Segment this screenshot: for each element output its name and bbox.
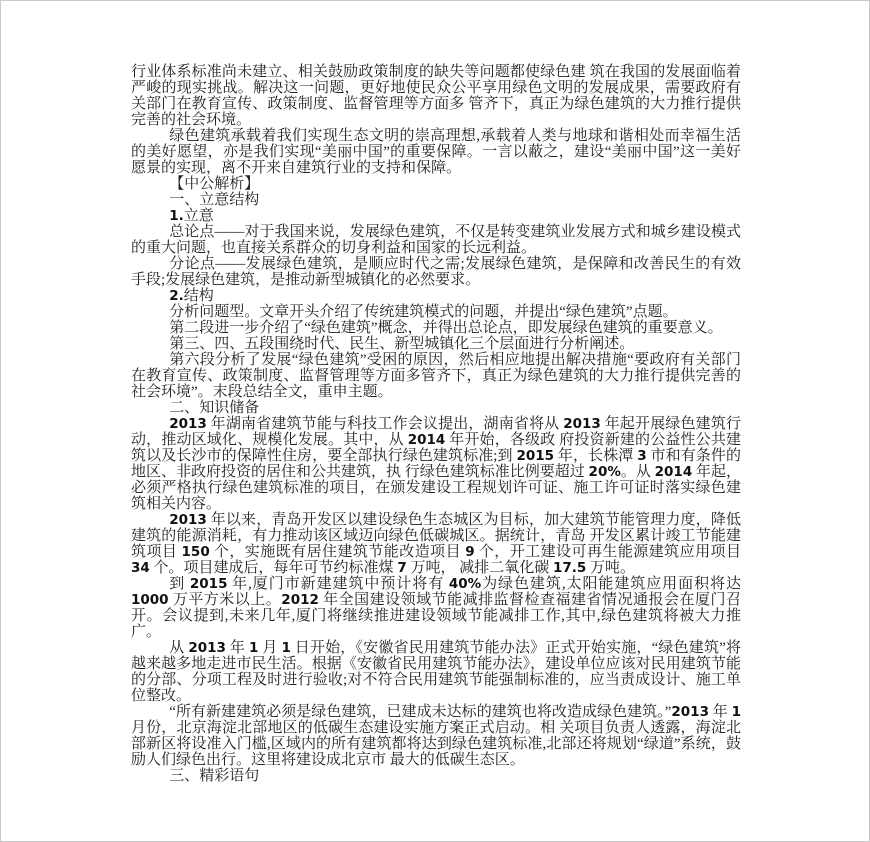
numeric-text: 2013	[188, 640, 226, 656]
numeric-text: 34	[131, 560, 150, 576]
numeric-text: 2014	[407, 432, 446, 448]
numeric-text: 2015	[516, 448, 555, 464]
paragraph-beautiful-china: 绿色建筑承载着我们实现生态文明的崇高理想,承载着人类与地球和谐相处而幸福生活的美好愿望，亦是我们实现“美丽中国”的重要保障。一言以蔽之，建设“美丽中国”这一美好愿景的实现，离不开来自建筑行业的支持和保障。	[131, 128, 741, 176]
paragraph-anhui: 从 2013 年 1 月 1 日开始，《安徽省民用建筑节能办法》正式开始实施，“绿色建筑”将越来越多地走进市民生活。根据《安徽省民用建筑节能办法》，建设单位应该对民用建筑节能的分部、分项工程及时进行验收;对不符合民用建筑节能强制标准的，应当责成设计、施工单位整改。	[131, 640, 741, 704]
numeric-text: 1	[248, 640, 259, 656]
numeric-text: 1	[731, 704, 741, 720]
heading-zhonggong-analysis: 【中公解析】	[169, 176, 260, 192]
paragraph-beijing: “所有新建建筑必须是绿色建筑，已建成未达标的建筑也将改造成绿色建筑。”2013 年 1 月份，北京海淀北部地区的低碳生态建设实施方案正式启动。相 关项目负责人透露，海淀北部新区将设准入门槛,区域内的所有建筑都将达到绿色建筑标准,北部还将规划“绿道”系统，鼓励人们绿色出行。这里将建设成北京市 最大的低碳生态区。	[131, 704, 741, 768]
numeric-text: 7	[397, 560, 407, 576]
numeric-text: 2015	[189, 576, 228, 592]
paragraph-xiamen: 到 2015 年,厦门市新建建筑中预计将有 40%为绿色建筑,太阳能建筑应用面积将达 1000 万平方米以上。2012 年全国建设领域节能减排监督检查福建省情况通报会在厦门召开。会议提到,未来几年,厦门将继续推进建设领域节能减排工作,其中,绿色建筑将被大力推广。	[131, 576, 741, 640]
heading-knowledge-reserve: 二、知识储备	[169, 400, 260, 416]
numeric-text: 3	[637, 448, 647, 464]
heading-intent-structure: 一、立意结构	[169, 192, 260, 208]
paragraph-sub-thesis: 分论点——发展绿色建筑，是顺应时代之需;发展绿色建筑，是保障和改善民生的有效手段;发展绿色建筑，是推动新型城镇化的必然要求。	[131, 256, 741, 288]
numeric-text: 2013	[169, 416, 207, 432]
paragraph-hunan: 2013 年湖南省建筑节能与科技工作会议提出，湖南省将从 2013 年起开展绿色建筑行动，推动区域化、规模化发展。其中，从 2014 年开始，各级政 府投资新建的公益性公共建筑以及长沙市的保障性住房，要全部执行绿色建筑标准;到 2015 年，长株潭 3 市和有条件的地区、非政府投资的居住和公共建筑，执 行绿色建筑标准比例要超过 20%。从 2014 年起，必须严格执行绿色建筑标准的项目，在颁发建设工程规划许可证、施工许可证时落实绿色建筑相关内容。	[131, 416, 741, 512]
numeric-text: 1000	[131, 592, 169, 608]
paragraph-structure-analysis-2: 第二段进一步介绍了“绿色建筑”概念，并得出总论点，即发展绿色建筑的重要意义。	[169, 320, 723, 336]
numeric-text: 150	[181, 544, 210, 560]
paragraph-industry-challenges: 行业体系标准尚未建立、相关鼓励政策制度的缺失等问题都使绿色建 筑在我国的发展面临着严峻的现实挑战。解决这一问题，更好地使民众公平享用绿色文明的发展成果，需要政府有关部门在教育宣传、政策制度、监督管理等方面多 管齐下，真正为绿色建筑的大力推行提供完善的社会环境。	[131, 64, 741, 128]
heading-intent: 1.立意	[169, 208, 214, 224]
numeric-text: 2012	[281, 592, 319, 608]
numeric-text: 20%	[588, 464, 621, 480]
numeric-text: 2013	[671, 704, 709, 720]
paragraph-structure-analysis-4: 第六段分析了发展“绿色建筑”受困的原因，然后相应地提出解决措施“要政府有关部门在教育宣传、政策制度、监督管理等方面多管齐下，真正为绿色建筑的大力推行提供完善的社会环境”。末段总结全文，重申主题。	[131, 352, 741, 400]
numeric-text: 2.	[169, 288, 184, 304]
paragraph-main-thesis: 总论点——对于我国来说，发展绿色建筑，不仅是转变建筑业发展方式和城乡建设模式的重大问题，也直接关系群众的切身利益和国家的长远利益。	[131, 224, 741, 256]
numeric-text: 40%	[448, 576, 482, 592]
numeric-text: 2014	[654, 464, 693, 480]
paragraph-qingdao: 2013 年以来，青岛开发区以建设绿色生态城区为目标，加大建筑节能管理力度，降低建筑的能源消耗，有力推动该区域迈向绿色低碳城区。据统计，青岛 开发区累计竣工节能建筑项目 150 个，实施既有居住建筑节能改造项目 9 个，开工建设可再生能源建筑应用项目 34 个。项目建成后，每年可节约标准煤 7 万吨， 减排二氧化碳 17.5 万吨。	[131, 512, 741, 576]
numeric-text: 2013	[563, 416, 601, 432]
paragraph-structure-analysis-1: 分析问题型。文章开头介绍了传统建筑模式的问题，并提出“绿色建筑”点题。	[169, 304, 678, 320]
numeric-text: 1	[281, 640, 291, 656]
document-body	[1, 1, 869, 784]
numeric-text: 17.5	[552, 560, 587, 576]
numeric-text: 2013	[169, 512, 207, 528]
heading-structure: 2.结构	[169, 288, 214, 304]
numeric-text: 9	[465, 544, 475, 560]
paragraph-structure-analysis-3: 第三、四、五段围绕时代、民生、新型城镇化三个层面进行分析阐述。	[169, 336, 635, 352]
numeric-text: 1.	[169, 208, 184, 224]
heading-great-sentences: 三、精彩语句	[169, 768, 260, 784]
